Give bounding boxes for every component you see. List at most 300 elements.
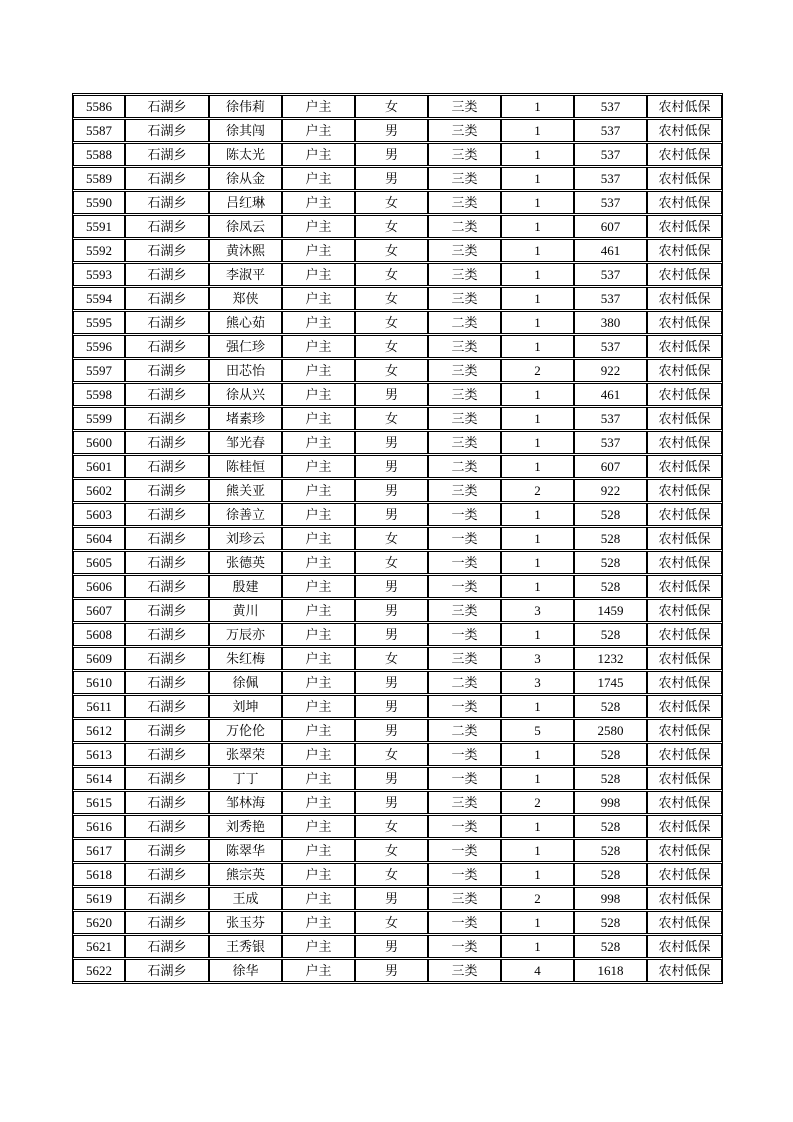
table-cell: 三类 [428,431,501,454]
table-cell: 刘珍云 [209,527,282,550]
table-cell: 537 [574,143,647,166]
table-cell: 5616 [73,815,125,838]
table-cell: 537 [574,335,647,358]
table-cell: 男 [355,575,428,598]
table-cell: 1459 [574,599,647,622]
table-cell: 男 [355,959,428,982]
table-cell: 女 [355,863,428,886]
table-cell: 一类 [428,743,501,766]
table-cell: 农村低保 [647,263,722,286]
table-cell: 5601 [73,455,125,478]
table-cell: 石湖乡 [125,647,209,670]
table-cell: 陈翠华 [209,839,282,862]
table-cell: 女 [355,839,428,862]
table-row [73,623,722,646]
table-cell: 户主 [282,479,355,502]
table-cell: 5612 [73,719,125,742]
table-cell: 一类 [428,575,501,598]
table-cell: 丁丁 [209,767,282,790]
benefits-table [72,93,723,984]
table-cell: 528 [574,815,647,838]
table-cell: 5618 [73,863,125,886]
table-cell: 461 [574,383,647,406]
table-cell: 石湖乡 [125,551,209,574]
table-cell: 徐华 [209,959,282,982]
table-cell: 女 [355,239,428,262]
table-cell: 537 [574,407,647,430]
table-cell: 1 [501,935,574,958]
table-cell: 528 [574,623,647,646]
table-cell: 三类 [428,167,501,190]
table-cell: 三类 [428,263,501,286]
table-cell: 农村低保 [647,311,722,334]
table-cell: 1 [501,95,574,118]
table-cell: 5598 [73,383,125,406]
table-cell: 3 [501,599,574,622]
table-cell: 户主 [282,551,355,574]
table-cell: 户主 [282,167,355,190]
table-row [73,815,722,838]
table-cell: 男 [355,767,428,790]
table-cell: 5608 [73,623,125,646]
table-cell: 5613 [73,743,125,766]
table-cell: 一类 [428,503,501,526]
table-cell: 农村低保 [647,935,722,958]
table-cell: 农村低保 [647,431,722,454]
table-cell: 528 [574,575,647,598]
table-row [73,119,722,142]
table-cell: 陈太光 [209,143,282,166]
table-cell: 农村低保 [647,647,722,670]
table-cell: 农村低保 [647,479,722,502]
table-cell: 2 [501,359,574,382]
table-cell: 石湖乡 [125,503,209,526]
table-cell: 5596 [73,335,125,358]
table-cell: 农村低保 [647,335,722,358]
table-cell: 1 [501,239,574,262]
table-cell: 537 [574,287,647,310]
table-cell: 1 [501,815,574,838]
table-cell: 三类 [428,887,501,910]
table-cell: 三类 [428,239,501,262]
table-cell: 5619 [73,887,125,910]
table-cell: 三类 [428,359,501,382]
table-cell: 户主 [282,839,355,862]
table-cell: 户主 [282,311,355,334]
table-cell: 5589 [73,167,125,190]
table-cell: 户主 [282,431,355,454]
table-cell: 户主 [282,383,355,406]
table-cell: 5592 [73,239,125,262]
table-cell: 户主 [282,743,355,766]
table-cell: 石湖乡 [125,431,209,454]
table-cell: 石湖乡 [125,743,209,766]
table-cell: 户主 [282,287,355,310]
table-cell: 徐佩 [209,671,282,694]
table-cell: 5590 [73,191,125,214]
table-cell: 农村低保 [647,575,722,598]
table-cell: 农村低保 [647,143,722,166]
table-cell: 石湖乡 [125,119,209,142]
table-cell: 石湖乡 [125,167,209,190]
table-cell: 熊心茹 [209,311,282,334]
table-cell: 2 [501,791,574,814]
table-cell: 1 [501,119,574,142]
table-cell: 户主 [282,863,355,886]
table-cell: 石湖乡 [125,719,209,742]
table-cell: 刘坤 [209,695,282,718]
table-cell: 1 [501,287,574,310]
table-cell: 女 [355,815,428,838]
table-cell: 一类 [428,767,501,790]
table-cell: 5609 [73,647,125,670]
table-cell: 石湖乡 [125,599,209,622]
table-row [73,287,722,310]
table-cell: 537 [574,167,647,190]
table-cell: 1 [501,743,574,766]
table-cell: 三类 [428,143,501,166]
table-cell: 5622 [73,959,125,982]
table-row [73,407,722,430]
table-cell: 5605 [73,551,125,574]
table-cell: 1 [501,383,574,406]
table-cell: 5621 [73,935,125,958]
table-row [73,791,722,814]
table-cell: 二类 [428,455,501,478]
table-cell: 刘秀艳 [209,815,282,838]
table-cell: 石湖乡 [125,191,209,214]
table-cell: 5602 [73,479,125,502]
table-cell: 1 [501,455,574,478]
table-row [73,767,722,790]
table-row [73,863,722,886]
table-cell: 1 [501,623,574,646]
table-row [73,167,722,190]
table-cell: 殷建 [209,575,282,598]
table-cell: 户主 [282,527,355,550]
table-cell: 农村低保 [647,239,722,262]
table-cell: 户主 [282,95,355,118]
table-cell: 1 [501,911,574,934]
table-row [73,719,722,742]
table-cell: 三类 [428,95,501,118]
table-cell: 农村低保 [647,623,722,646]
table-cell: 农村低保 [647,911,722,934]
table-cell: 1 [501,527,574,550]
table-cell: 3 [501,647,574,670]
table-cell: 一类 [428,551,501,574]
table-cell: 徐善立 [209,503,282,526]
table-cell: 户主 [282,575,355,598]
table-row [73,383,722,406]
table-cell: 537 [574,263,647,286]
table-cell: 5587 [73,119,125,142]
table-cell: 熊关亚 [209,479,282,502]
table-cell: 5591 [73,215,125,238]
table-cell: 农村低保 [647,383,722,406]
table-row [73,239,722,262]
table-row [73,95,722,118]
table-cell: 户主 [282,239,355,262]
table-row [73,671,722,694]
table-cell: 农村低保 [647,671,722,694]
table-cell: 邹光春 [209,431,282,454]
table-cell: 1 [501,503,574,526]
table-row [73,359,722,382]
table-cell: 1 [501,551,574,574]
table-cell: 女 [355,191,428,214]
table-cell: 2 [501,887,574,910]
table-cell: 男 [355,791,428,814]
table-cell: 农村低保 [647,287,722,310]
table-cell: 1745 [574,671,647,694]
table-cell: 邹林海 [209,791,282,814]
table-cell: 女 [355,215,428,238]
table-cell: 王成 [209,887,282,910]
table-cell: 二类 [428,671,501,694]
table-cell: 农村低保 [647,887,722,910]
table-row [73,455,722,478]
table-cell: 徐其闯 [209,119,282,142]
table-cell: 女 [355,95,428,118]
table-cell: 户主 [282,887,355,910]
table-cell: 607 [574,215,647,238]
table-cell: 张玉芬 [209,911,282,934]
table-cell: 男 [355,623,428,646]
table-cell: 石湖乡 [125,407,209,430]
table-cell: 男 [355,599,428,622]
table-cell: 二类 [428,215,501,238]
table-cell: 1 [501,839,574,862]
table-cell: 三类 [428,791,501,814]
table-cell: 户主 [282,911,355,934]
table-cell: 户主 [282,335,355,358]
table-cell: 石湖乡 [125,287,209,310]
table-row [73,503,722,526]
table-cell: 三类 [428,479,501,502]
table-cell: 三类 [428,407,501,430]
table-cell: 徐从金 [209,167,282,190]
table-cell: 二类 [428,719,501,742]
table-cell: 农村低保 [647,191,722,214]
table-cell: 石湖乡 [125,143,209,166]
table-cell: 一类 [428,839,501,862]
table-cell: 女 [355,311,428,334]
table-cell: 农村低保 [647,863,722,886]
table-cell: 三类 [428,191,501,214]
table-cell: 1 [501,167,574,190]
table-cell: 石湖乡 [125,311,209,334]
table-cell: 农村低保 [647,407,722,430]
table-cell: 5597 [73,359,125,382]
table-cell: 农村低保 [647,743,722,766]
table-cell: 1618 [574,959,647,982]
table-cell: 万伦伦 [209,719,282,742]
table-cell: 男 [355,935,428,958]
table-cell: 男 [355,503,428,526]
table-cell: 5611 [73,695,125,718]
table-cell: 石湖乡 [125,479,209,502]
table-cell: 男 [355,119,428,142]
table-cell: 5617 [73,839,125,862]
table-cell: 户主 [282,671,355,694]
table-cell: 户主 [282,119,355,142]
table-cell: 户主 [282,623,355,646]
table-body [73,95,722,982]
table-cell: 一类 [428,815,501,838]
table-row [73,695,722,718]
table-cell: 石湖乡 [125,95,209,118]
table-cell: 户主 [282,191,355,214]
table-cell: 5606 [73,575,125,598]
table-cell: 强仁珍 [209,335,282,358]
table-row [73,887,722,910]
table-cell: 一类 [428,527,501,550]
table-row [73,575,722,598]
table-cell: 922 [574,359,647,382]
table-cell: 陈桂恒 [209,455,282,478]
table-row [73,599,722,622]
table-cell: 农村低保 [647,719,722,742]
table-cell: 三类 [428,647,501,670]
table-cell: 石湖乡 [125,215,209,238]
table-cell: 农村低保 [647,527,722,550]
table-cell: 张翠荣 [209,743,282,766]
table-cell: 女 [355,743,428,766]
table-cell: 石湖乡 [125,239,209,262]
table-cell: 5620 [73,911,125,934]
table-cell: 农村低保 [647,95,722,118]
table-cell: 537 [574,95,647,118]
table-cell: 农村低保 [647,791,722,814]
table-cell: 户主 [282,815,355,838]
table-cell: 1 [501,407,574,430]
table-cell: 户主 [282,455,355,478]
table-cell: 1 [501,335,574,358]
table-cell: 石湖乡 [125,623,209,646]
table-cell: 5595 [73,311,125,334]
table-cell: 石湖乡 [125,575,209,598]
table-cell: 农村低保 [647,599,722,622]
table-cell: 5586 [73,95,125,118]
table-cell: 998 [574,887,647,910]
table-cell: 528 [574,743,647,766]
table-cell: 1 [501,263,574,286]
table-cell: 女 [355,287,428,310]
table-row [73,215,722,238]
table-cell: 农村低保 [647,359,722,382]
table-cell: 户主 [282,959,355,982]
table-cell: 5603 [73,503,125,526]
table-cell: 黄沐熙 [209,239,282,262]
table-row [73,191,722,214]
table-cell: 男 [355,143,428,166]
table-cell: 户主 [282,935,355,958]
table-cell: 户主 [282,599,355,622]
table-cell: 女 [355,359,428,382]
table-cell: 5600 [73,431,125,454]
table-cell: 农村低保 [647,119,722,142]
table-cell: 2 [501,479,574,502]
table-cell: 户主 [282,359,355,382]
table-cell: 石湖乡 [125,887,209,910]
table-cell: 女 [355,911,428,934]
table-cell: 李淑平 [209,263,282,286]
table-cell: 三类 [428,959,501,982]
table-cell: 徐伟莉 [209,95,282,118]
table-cell: 537 [574,431,647,454]
table-cell: 农村低保 [647,215,722,238]
table-cell: 户主 [282,407,355,430]
table-cell: 5588 [73,143,125,166]
table-row [73,527,722,550]
table-cell: 男 [355,887,428,910]
table-cell: 王秀银 [209,935,282,958]
table-cell: 石湖乡 [125,791,209,814]
table-cell: 郑侠 [209,287,282,310]
table-cell: 户主 [282,263,355,286]
table-row [73,551,722,574]
table-cell: 徐从兴 [209,383,282,406]
table-cell: 户主 [282,719,355,742]
table-cell: 528 [574,863,647,886]
table-cell: 528 [574,695,647,718]
table-cell: 2580 [574,719,647,742]
table-row [73,935,722,958]
table-cell: 528 [574,839,647,862]
table-cell: 石湖乡 [125,935,209,958]
table-cell: 一类 [428,935,501,958]
table-cell: 三类 [428,599,501,622]
table-row [73,263,722,286]
table-cell: 女 [355,407,428,430]
table-cell: 黄川 [209,599,282,622]
table-cell: 一类 [428,911,501,934]
table-cell: 二类 [428,311,501,334]
table-cell: 5610 [73,671,125,694]
table-cell: 男 [355,167,428,190]
table-cell: 女 [355,551,428,574]
table-cell: 堵素珍 [209,407,282,430]
table-cell: 石湖乡 [125,767,209,790]
table-cell: 石湖乡 [125,815,209,838]
table-cell: 石湖乡 [125,863,209,886]
table-cell: 朱红梅 [209,647,282,670]
table-cell: 1 [501,311,574,334]
table-cell: 石湖乡 [125,263,209,286]
table-row [73,839,722,862]
table-cell: 5594 [73,287,125,310]
table-cell: 农村低保 [647,959,722,982]
table-cell: 户主 [282,143,355,166]
table-cell: 农村低保 [647,839,722,862]
table-cell: 1 [501,695,574,718]
table-cell: 农村低保 [647,455,722,478]
table-cell: 户主 [282,215,355,238]
table-cell: 三类 [428,119,501,142]
table-cell: 女 [355,647,428,670]
table-cell: 528 [574,527,647,550]
table-row [73,143,722,166]
table-cell: 女 [355,527,428,550]
table-cell: 922 [574,479,647,502]
table-cell: 一类 [428,695,501,718]
table-cell: 农村低保 [647,167,722,190]
table-cell: 万辰亦 [209,623,282,646]
table-cell: 1 [501,431,574,454]
table-cell: 607 [574,455,647,478]
table-cell: 1 [501,143,574,166]
